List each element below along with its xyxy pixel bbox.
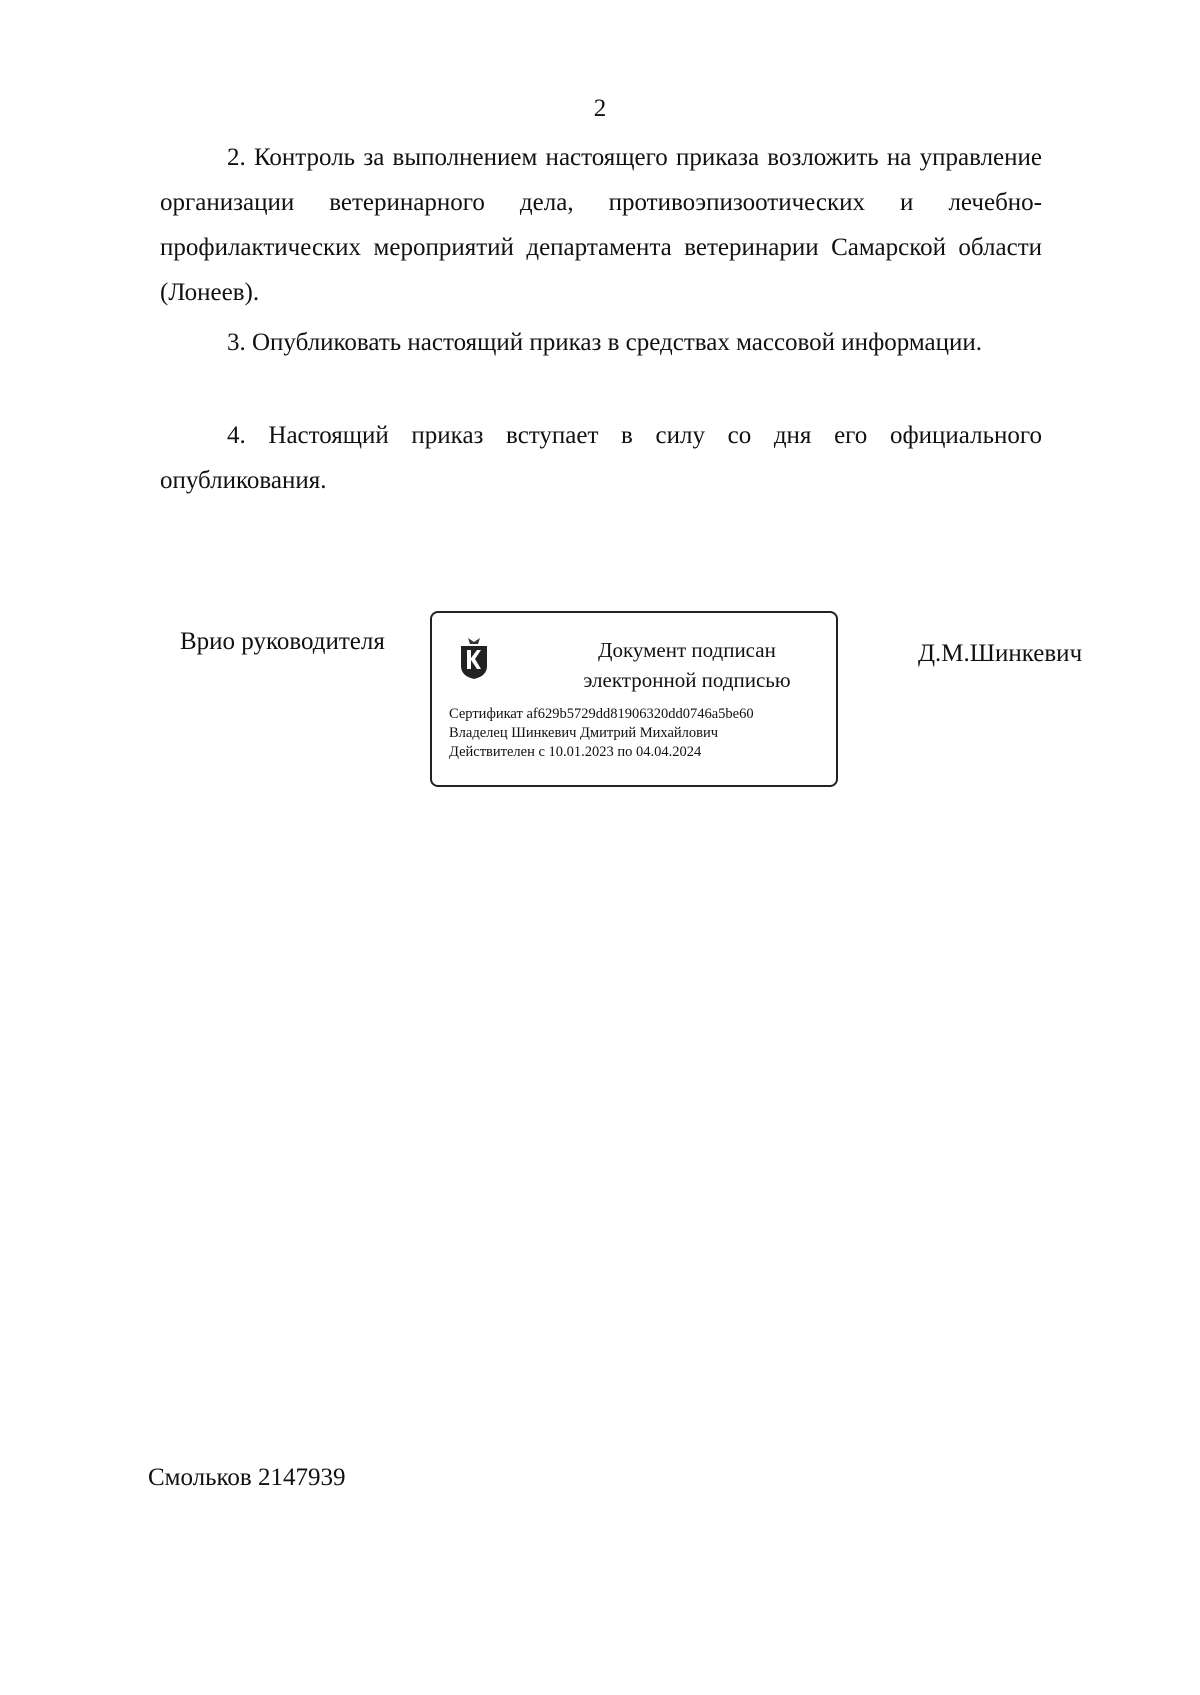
certificate-owner: Владелец Шинкевич Дмитрий Михайлович <box>449 725 719 741</box>
paragraph-4: 4. Настоящий приказ вступает в силу со дня его официального опубликования. <box>160 422 1042 494</box>
paragraph-2: 2. Контроль за выполнением настоящего приказа возложить на управление организации ветеринарного дела, противоэпизоотических и лечебно-профилактических мероприятий департамента ветеринарии Самарской области (Лонеев). <box>160 144 1042 306</box>
stamp-details <box>449 705 754 762</box>
paragraph-3: 3. Опубликовать настоящий приказ в средствах массовой информации. <box>227 329 983 356</box>
signatory-position: Врио руководителя <box>180 628 385 655</box>
stamp-title-line-1: Документ подписан <box>598 638 776 662</box>
certificate-number: Сертификат af629b5729dd81906320dd0746a5be60 <box>449 706 754 722</box>
coat-of-arms-icon <box>458 636 490 680</box>
certificate-validity: Действителен с 10.01.2023 по 04.04.2024 <box>449 744 702 760</box>
signatory-name: Д.М.Шинкевич <box>918 640 1083 667</box>
footer-author: Смольков 2147939 <box>148 1464 346 1491</box>
stamp-title <box>562 635 812 695</box>
electronic-signature-stamp <box>430 611 838 787</box>
stamp-title-line-2: электронной подписью <box>583 668 791 692</box>
page-number: 2 <box>593 95 607 122</box>
